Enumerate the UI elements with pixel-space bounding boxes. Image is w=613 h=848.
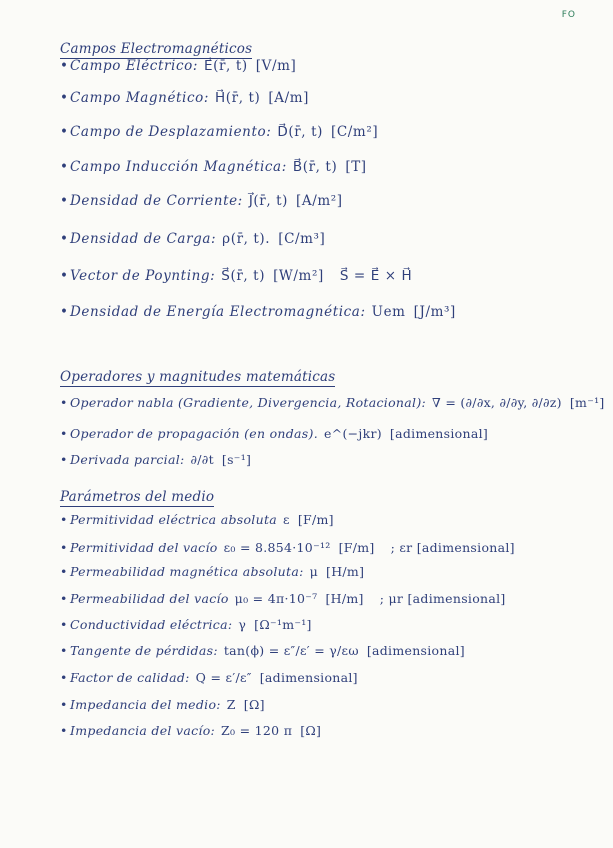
item-symbol: ε	[283, 512, 290, 527]
item-symbol: e^(−jkr)	[323, 426, 382, 441]
item-symbol: ∇ = (∂/∂x, ∂/∂y, ∂/∂z)	[432, 395, 562, 410]
corner-mark: FO	[561, 10, 576, 20]
bullet-icon: •	[60, 231, 69, 247]
bullet-icon: •	[60, 90, 69, 106]
bullet-icon: •	[60, 268, 69, 284]
item-unit: [F/m]	[297, 512, 334, 527]
bullet-icon: •	[60, 670, 68, 685]
bullet-icon: •	[60, 512, 68, 527]
item-unit: [A/m]	[268, 90, 310, 106]
item-symbol: μ	[309, 564, 319, 579]
item-label: Densidad de Corriente:	[70, 193, 243, 209]
section-title-parametros	[60, 486, 214, 507]
item-symbol: S⃗(r̄, t)	[221, 268, 266, 284]
item-label: Operador de propagación (en ondas).	[70, 426, 318, 441]
list-item	[60, 231, 333, 247]
bullet-icon: •	[60, 159, 69, 175]
item-unit: [s⁻¹]	[221, 452, 252, 467]
item-note: ; εr [adimensional]	[390, 540, 515, 555]
item-unit: [H/m]	[325, 591, 364, 606]
list-item	[60, 58, 304, 74]
list-item	[60, 304, 464, 320]
bullet-icon: •	[60, 540, 68, 555]
item-label: Permitividad del vacío	[70, 540, 218, 555]
bullet-icon: •	[60, 643, 68, 658]
bullet-icon: •	[60, 58, 69, 74]
item-unit: [adimensional]	[366, 643, 465, 658]
bullet-icon: •	[60, 591, 68, 606]
list-item	[60, 268, 412, 284]
list-item	[60, 426, 496, 441]
list-item	[60, 564, 372, 579]
item-unit: [J/m³]	[413, 304, 456, 320]
item-unit: [H/m]	[326, 564, 365, 579]
list-item	[60, 159, 375, 175]
item-symbol: Z₀ = 120 π	[221, 723, 293, 738]
bullet-icon: •	[60, 193, 69, 209]
item-unit: [m⁻¹]	[569, 395, 605, 410]
item-label: Factor de calidad:	[70, 670, 190, 685]
bullet-icon: •	[60, 426, 68, 441]
item-label: Derivada parcial:	[70, 452, 185, 467]
list-item	[60, 540, 515, 555]
list-item	[60, 512, 342, 527]
item-symbol: Uem	[371, 304, 406, 320]
item-label: Densidad de Carga:	[70, 231, 217, 247]
item-symbol: μ₀ = 4π·10⁻⁷	[234, 591, 318, 606]
bullet-icon: •	[60, 304, 69, 320]
item-unit: [V/m]	[255, 58, 297, 74]
item-symbol: ρ(r̄, t).	[222, 231, 271, 247]
item-symbol: B⃗(r̄, t)	[292, 159, 338, 175]
section-heading: Campos Electromagnéticos	[60, 41, 253, 57]
item-symbol: ε₀ = 8.854·10⁻¹²	[223, 540, 331, 555]
item-label: Operador nabla (Gradiente, Divergencia, Rotacional):	[70, 395, 427, 410]
item-label: Campo Magnético:	[70, 90, 210, 106]
item-label: Campo de Desplazamiento:	[70, 124, 272, 140]
item-symbol: ∂/∂t	[190, 452, 214, 467]
item-label: Permeabilidad magnética absoluta:	[70, 564, 304, 579]
list-item	[60, 643, 473, 658]
item-symbol: J⃗(r̄, t)	[248, 193, 289, 209]
item-symbol: E⃗(r̄, t)	[204, 58, 248, 74]
item-unit: [T]	[345, 159, 367, 175]
list-item	[60, 670, 366, 685]
item-unit: [A/m²]	[296, 193, 343, 209]
item-unit: [C/m²]	[330, 124, 379, 140]
list-item	[60, 124, 386, 140]
item-label: Permeabilidad del vacío	[70, 591, 229, 606]
item-symbol: tan(ϕ) = ε″/ε′ = γ/εω	[223, 643, 359, 658]
item-label: Impedancia del medio:	[70, 697, 221, 712]
list-item	[60, 617, 320, 632]
item-label: Conductividad eléctrica:	[70, 617, 233, 632]
list-item	[60, 591, 506, 606]
item-symbol: γ	[238, 617, 247, 632]
item-label: Impedancia del vacío:	[70, 723, 216, 738]
section-heading: Operadores y magnitudes matemáticas	[60, 369, 336, 385]
item-label: Permitividad eléctrica absoluta	[70, 512, 278, 527]
item-note: S⃗ = E⃗ × H⃗	[339, 268, 413, 284]
item-symbol: H⃗(r̄, t)	[215, 90, 261, 106]
bullet-icon: •	[60, 617, 68, 632]
item-unit: [Ω]	[300, 723, 322, 738]
bullet-icon: •	[60, 395, 68, 410]
item-symbol: Q = ε′/ε″	[195, 670, 252, 685]
section-title-operadores	[60, 366, 335, 387]
item-unit: [adimensional]	[389, 426, 489, 441]
section-heading: Parámetros del medio	[60, 489, 215, 505]
list-item	[60, 193, 351, 209]
item-label: Campo Inducción Magnética:	[70, 159, 287, 175]
item-unit: [F/m]	[338, 540, 375, 555]
item-unit: [Ω]	[243, 697, 265, 712]
list-item	[60, 697, 273, 712]
item-label: Tangente de pérdidas:	[70, 643, 218, 658]
item-unit: [Ω⁻¹m⁻¹]	[254, 617, 312, 632]
item-label: Vector de Poynting:	[70, 268, 216, 284]
bullet-icon: •	[60, 452, 68, 467]
bullet-icon: •	[60, 723, 68, 738]
item-label: Campo Eléctrico:	[70, 58, 198, 74]
item-note: ; μr [adimensional]	[379, 591, 506, 606]
bullet-icon: •	[60, 697, 68, 712]
item-unit: [W/m²]	[273, 268, 324, 284]
list-item	[60, 723, 329, 738]
item-symbol: D⃗(r̄, t)	[277, 124, 323, 140]
item-unit: [C/m³]	[278, 231, 326, 247]
bullet-icon: •	[60, 564, 68, 579]
section-title-campos	[60, 38, 252, 59]
list-item	[60, 395, 613, 410]
bullet-icon: •	[60, 124, 69, 140]
list-item	[60, 452, 259, 467]
item-symbol: Z	[226, 697, 236, 712]
item-unit: [adimensional]	[259, 670, 358, 685]
list-item	[60, 90, 317, 106]
item-label: Densidad de Energía Electromagnética:	[70, 304, 366, 320]
